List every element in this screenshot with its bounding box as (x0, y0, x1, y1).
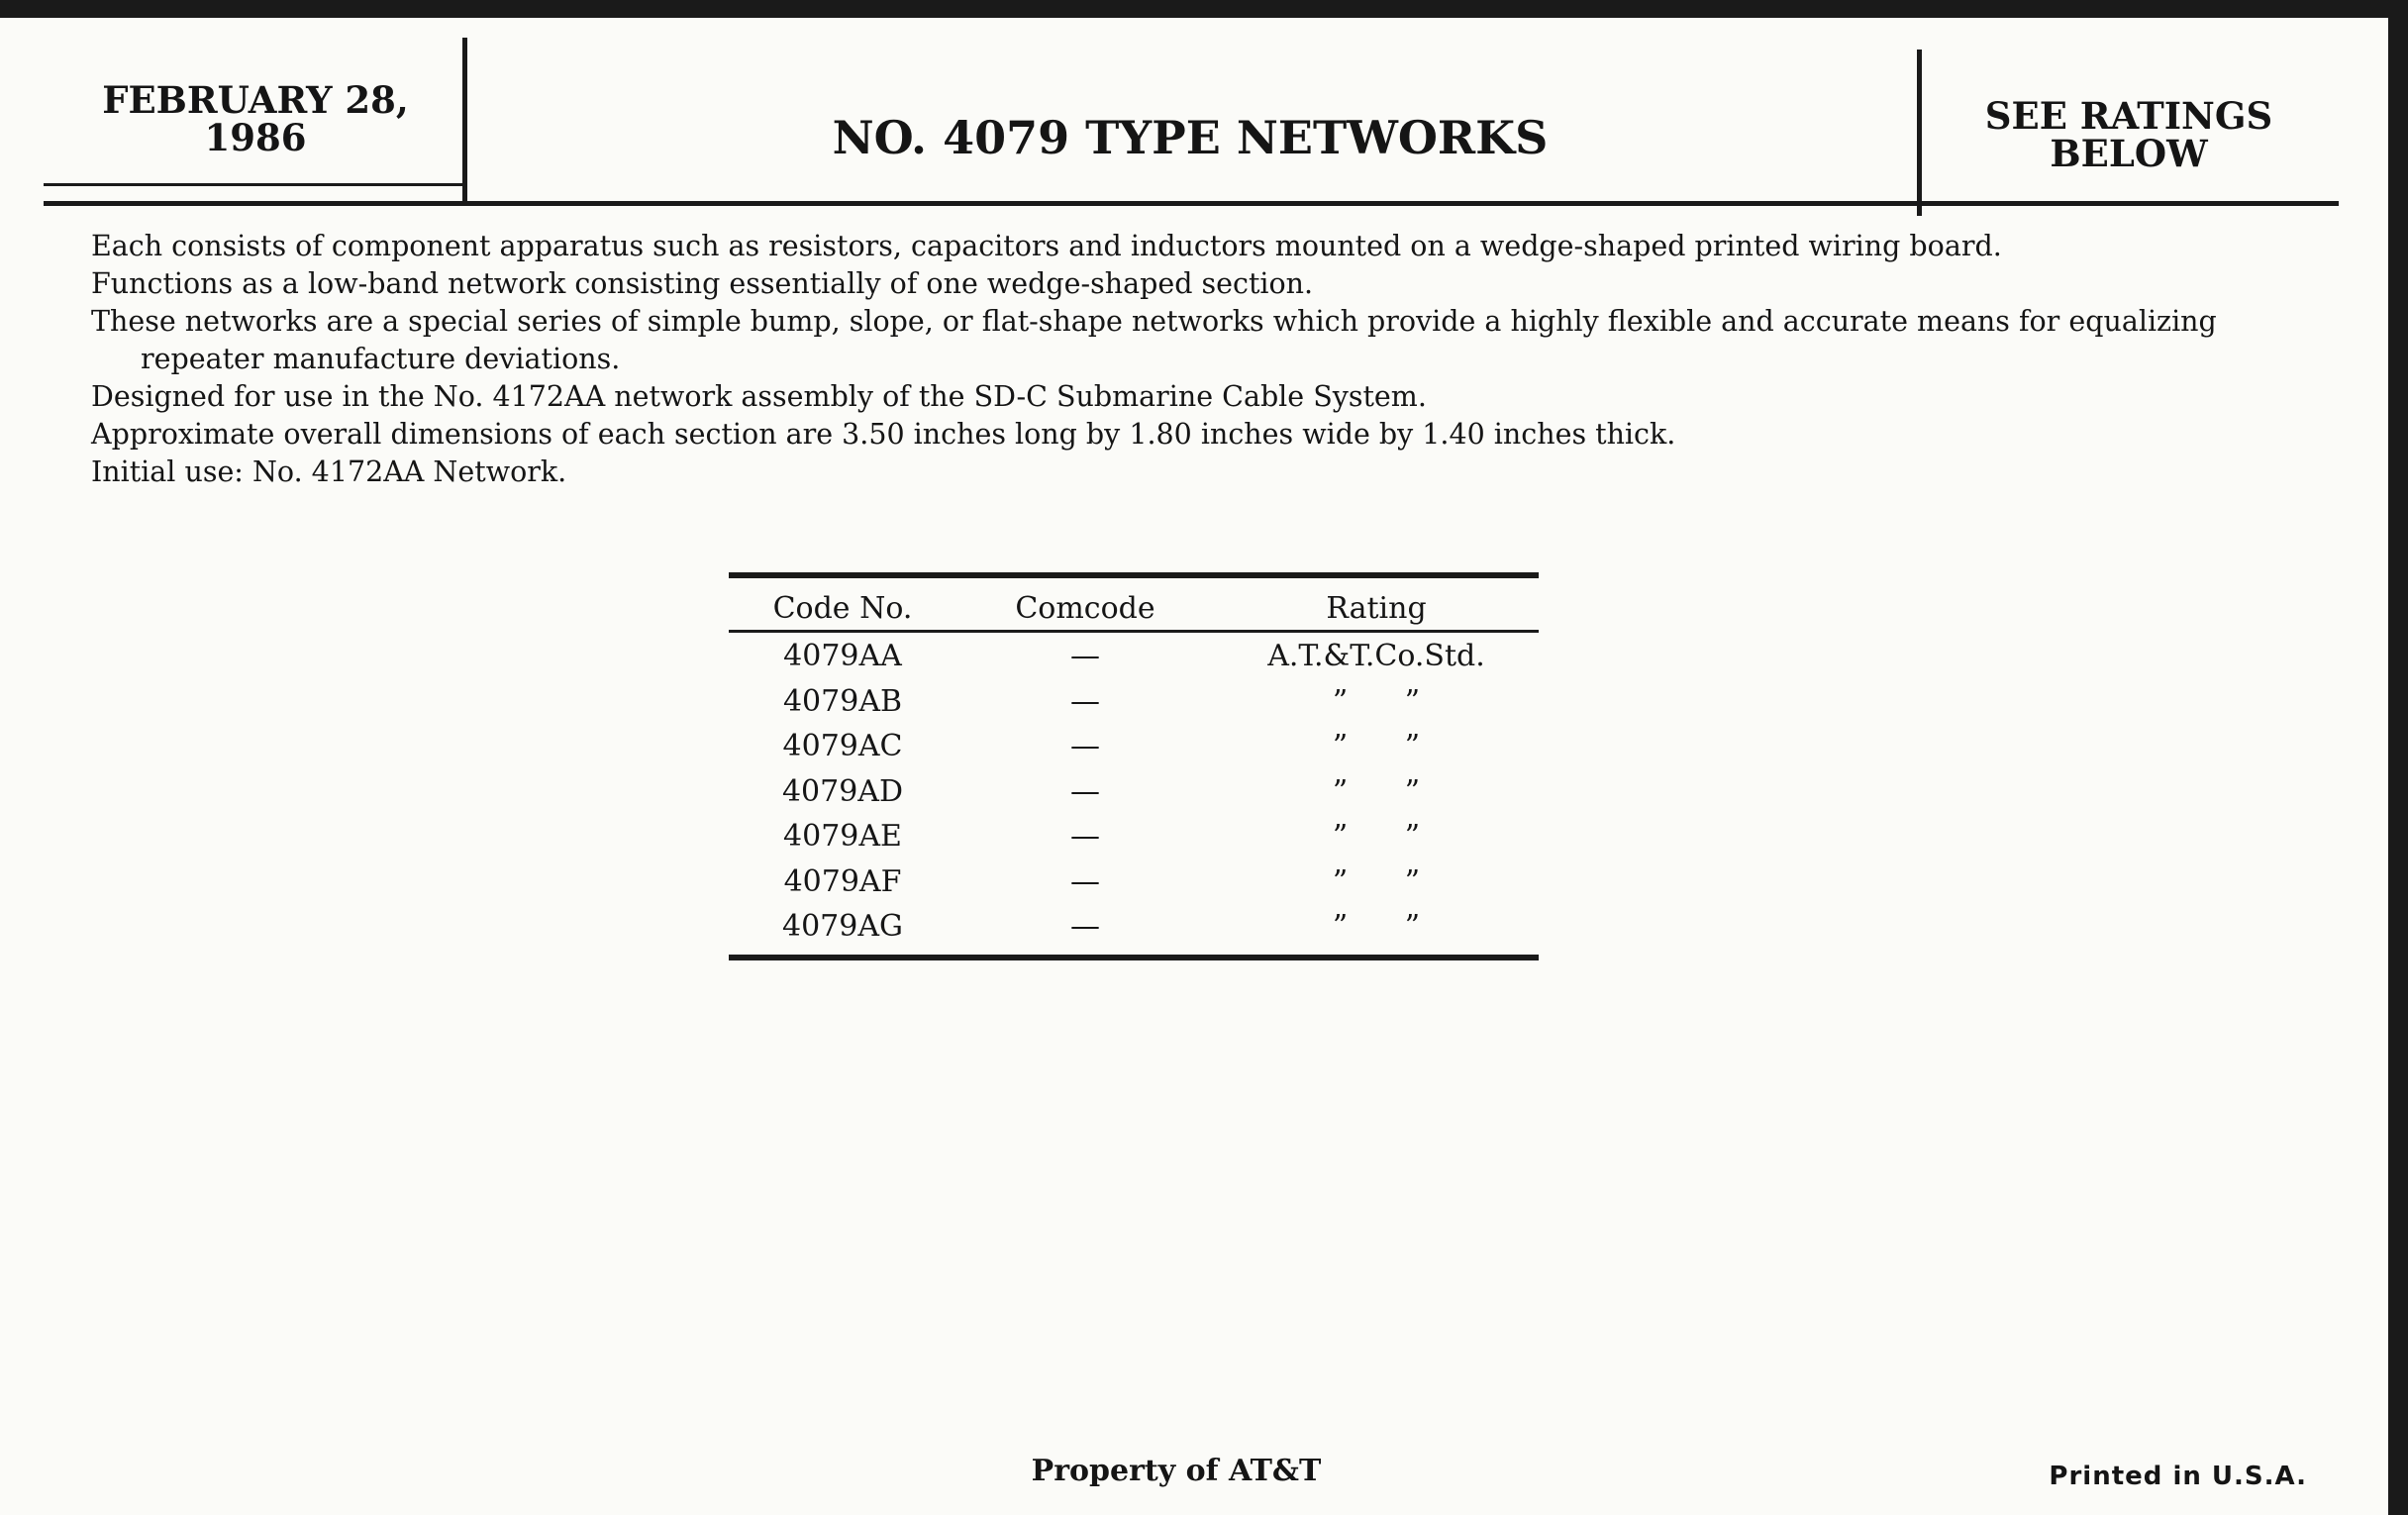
cell-rating: ” ” (1332, 909, 1421, 944)
cell-comcode: — (1070, 909, 1100, 944)
ratings-table (729, 572, 1539, 960)
table-row (729, 635, 1539, 680)
table-rule-bottom (729, 955, 1539, 960)
description-paragraph: These networks are a special series of simple bump, slope, or flat-shape networks which provide a highly flexible and accurate means for equalizing repeater manufacture deviations. (91, 305, 2217, 375)
cell-rating: ” ” (1332, 683, 1421, 719)
description-paragraph: Each consists of component apparatus such as resistors, capacitors and inductors mounted on a wedge-shaped printed wiring board. (91, 230, 2002, 262)
header-rule-left (44, 183, 465, 186)
footer-printed: Printed in U.S.A. (2049, 1462, 2307, 1491)
cell-comcode: — (1070, 683, 1100, 719)
table-row (729, 770, 1539, 816)
header-divider-right (1917, 50, 1922, 216)
cell-comcode: — (1070, 773, 1100, 809)
cell-comcode: — (1070, 819, 1100, 854)
cell-code: 4079AE (783, 819, 902, 854)
description-paragraph: Approximate overall dimensions of each section are 3.50 inches long by 1.80 inches wide by 1.40 inches thick. (91, 418, 1676, 451)
column-header-code: Code No. (772, 591, 913, 626)
description (91, 228, 2299, 491)
cell-code: 4079AG (782, 909, 903, 944)
cell-code: 4079AF (783, 863, 902, 899)
footer-property: Property of AT&T (1031, 1454, 1322, 1488)
column-header-comcode: Comcode (1015, 591, 1155, 626)
cell-rating: ” ” (1332, 773, 1421, 809)
header-rule (44, 201, 2339, 206)
header-divider-left (462, 38, 467, 204)
document-card (0, 18, 2388, 1515)
table-header-row (729, 578, 1539, 630)
cell-rating: ” ” (1332, 863, 1421, 899)
header-rating-note: SEE RATINGS BELOW (1984, 94, 2273, 175)
cell-rating: A.T.&T.Co.Std. (1267, 639, 1485, 673)
table-row (729, 725, 1539, 770)
cell-code: 4079AB (782, 683, 903, 719)
cell-code: 4079AC (782, 729, 903, 763)
table-row (729, 815, 1539, 860)
cell-rating: ” ” (1332, 729, 1421, 763)
cell-comcode: — (1070, 729, 1100, 763)
cell-code: 4079AA (783, 639, 902, 673)
cell-comcode: — (1070, 639, 1100, 673)
table-row (729, 680, 1539, 726)
cell-comcode: — (1070, 863, 1100, 899)
header-date: FEBRUARY 28, 1986 (102, 78, 409, 159)
description-paragraph: Functions as a low-band network consisting essentially of one wedge-shaped section. (91, 267, 1314, 300)
table-body (729, 633, 1539, 951)
table-row (729, 905, 1539, 951)
page-title: NO. 4079 TYPE NETWORKS (832, 111, 1549, 164)
cell-rating: ” ” (1332, 819, 1421, 854)
table-row (729, 860, 1539, 906)
description-paragraph: Initial use: No. 4172AA Network. (91, 455, 567, 488)
column-header-rating: Rating (1326, 591, 1427, 626)
cell-code: 4079AD (781, 773, 904, 809)
description-paragraph: Designed for use in the No. 4172AA network assembly of the SD-C Submarine Cable System. (91, 380, 1427, 413)
